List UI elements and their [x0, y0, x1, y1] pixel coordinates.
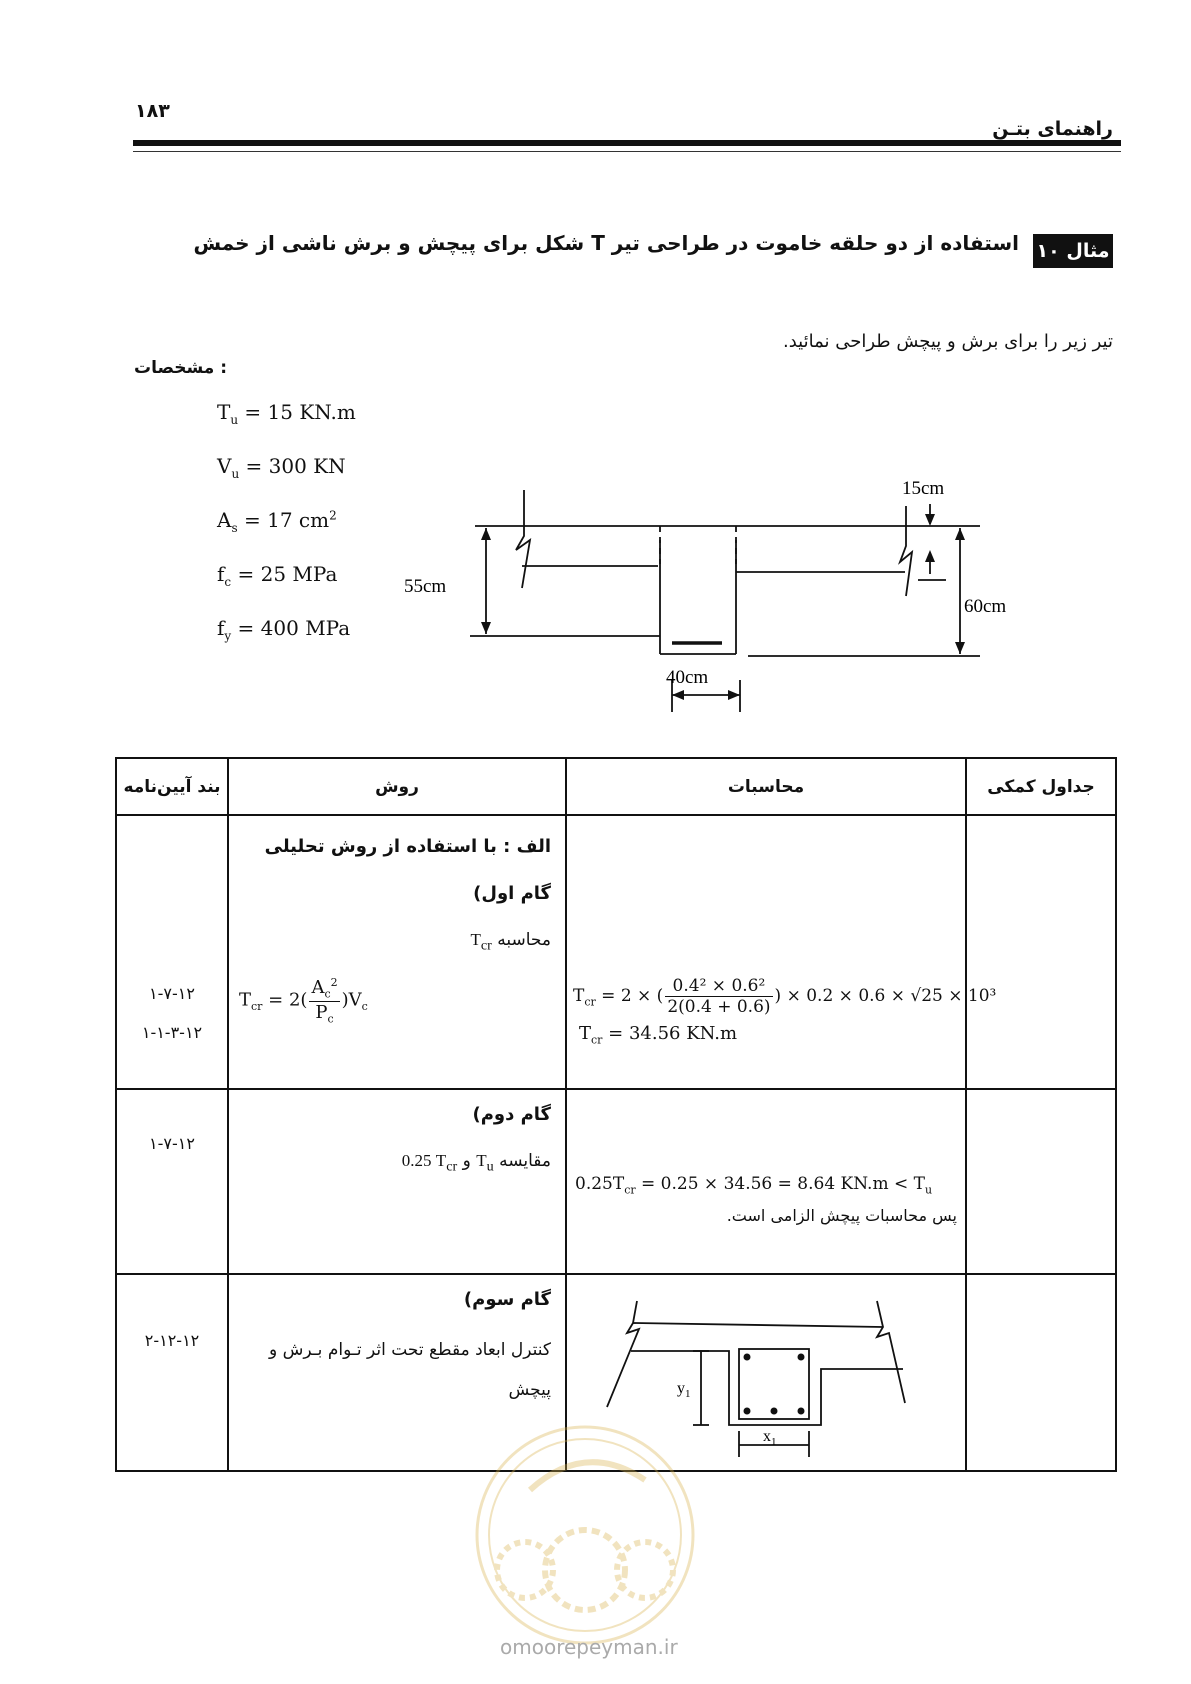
example-title: استفاده از دو حلقه خاموت در طراحی تیر T شکل برای پیچش و برش ناشی از خمش: [193, 231, 1019, 255]
effective-depth-label: 55cm: [404, 576, 447, 597]
step-heading: گام دوم): [472, 1104, 551, 1125]
aux-cell: [966, 1089, 1116, 1274]
clause-cell: [116, 1274, 228, 1471]
aux-cell: [966, 815, 1116, 1089]
calc-cell: [566, 815, 997, 1089]
flange-thickness-label: 15cm: [902, 478, 945, 499]
clause-cell: [116, 1089, 228, 1274]
step-heading: گام سوم): [463, 1289, 551, 1310]
running-title: راهنمای بتـن: [992, 118, 1113, 140]
step-heading: گام اول): [473, 883, 551, 904]
comparison-calculation: $0.25T_{cr} = 0.25 \times 34.56 = 8.64$ $KN.m < T_u$: [575, 1174, 933, 1197]
watermark-url: omoorepeyman.ir: [500, 1635, 678, 1659]
header-rule: [133, 140, 1121, 146]
header-calculations: محاسبات: [566, 758, 966, 815]
calc-cell: [566, 1089, 966, 1274]
header-clause: بند آیین‌نامه: [116, 758, 228, 815]
tcr-result: $T_{cr} = 34.56$ KN.m: [579, 1023, 738, 1047]
watermark-seal: [470, 1420, 700, 1650]
part-heading: الف : با استفاده از روش تحلیلی: [264, 836, 551, 857]
spec-steel-area: $A_s = 17$ $cm^2$: [217, 508, 337, 535]
method-cell: [228, 1089, 566, 1274]
method-cell: [228, 815, 566, 1089]
step-description: مقایسه $T_u$ و 0.25 $T_{cr}$: [401, 1151, 551, 1175]
comparison-conclusion: پس محاسبات پیچش الزامی است.: [726, 1206, 957, 1226]
spec-concrete-strength: $f_c = 25$ MPa: [217, 562, 338, 589]
step-description: محاسبه $T_{cr}$: [470, 930, 551, 954]
table-row: [116, 1089, 1116, 1274]
tcr-calculation: $T_{cr} = 2$ × ( $\frac{\text{0.4² × 0.6²}}{2(0.4 + 0.6)}$ ) × 0.2 × 0.6 × √25 × 10³: [573, 976, 997, 1017]
spec-torque: $T_u = 15$ KN.m: [217, 400, 356, 427]
design-table: [115, 757, 1117, 1472]
web-width-label: 40cm: [666, 667, 709, 688]
clause-ref: ۱-۱-۳-۱۲: [141, 1023, 203, 1042]
page-number: ۱۸۳: [135, 100, 170, 122]
problem-statement: تیر زیر را برای برش و پیچش طراحی نمائید.: [782, 331, 1113, 352]
beam-section-diagram: [404, 450, 1040, 730]
specs-heading: : مشخصات: [134, 358, 228, 378]
clause-ref: ۱-۷-۱۲: [149, 1134, 195, 1153]
spec-steel-yield: $f_y = 400$ MPa: [217, 616, 351, 643]
y1-label: $y_1$: [677, 1380, 691, 1400]
example-badge: مثال ۱۰: [1033, 234, 1113, 268]
header-method: روش: [228, 758, 566, 815]
x1-label: $x_1$: [763, 1428, 777, 1448]
clause-ref: ۱-۷-۱۲: [149, 984, 195, 1003]
spec-shear: $V_u = 300$ KN: [217, 454, 346, 481]
header-aux-tables: جداول کمکی: [966, 758, 1116, 815]
clause-cell: [116, 815, 228, 1089]
tcr-formula: $T_{cr} = 2$( $\frac{A_c^2}{P_c}$ )$V_c$: [239, 976, 368, 1026]
clause-ref: ۲-۱۲-۱۲: [144, 1331, 200, 1350]
step-description: کنترل ابعاد مقطع تحت اثر تـوام بـرش و پیچش: [268, 1340, 551, 1400]
table-row: [116, 815, 1116, 1089]
header-rule-thin: [133, 151, 1121, 152]
aux-cell: [966, 1274, 1116, 1471]
total-depth-label: 60cm: [964, 596, 1007, 617]
